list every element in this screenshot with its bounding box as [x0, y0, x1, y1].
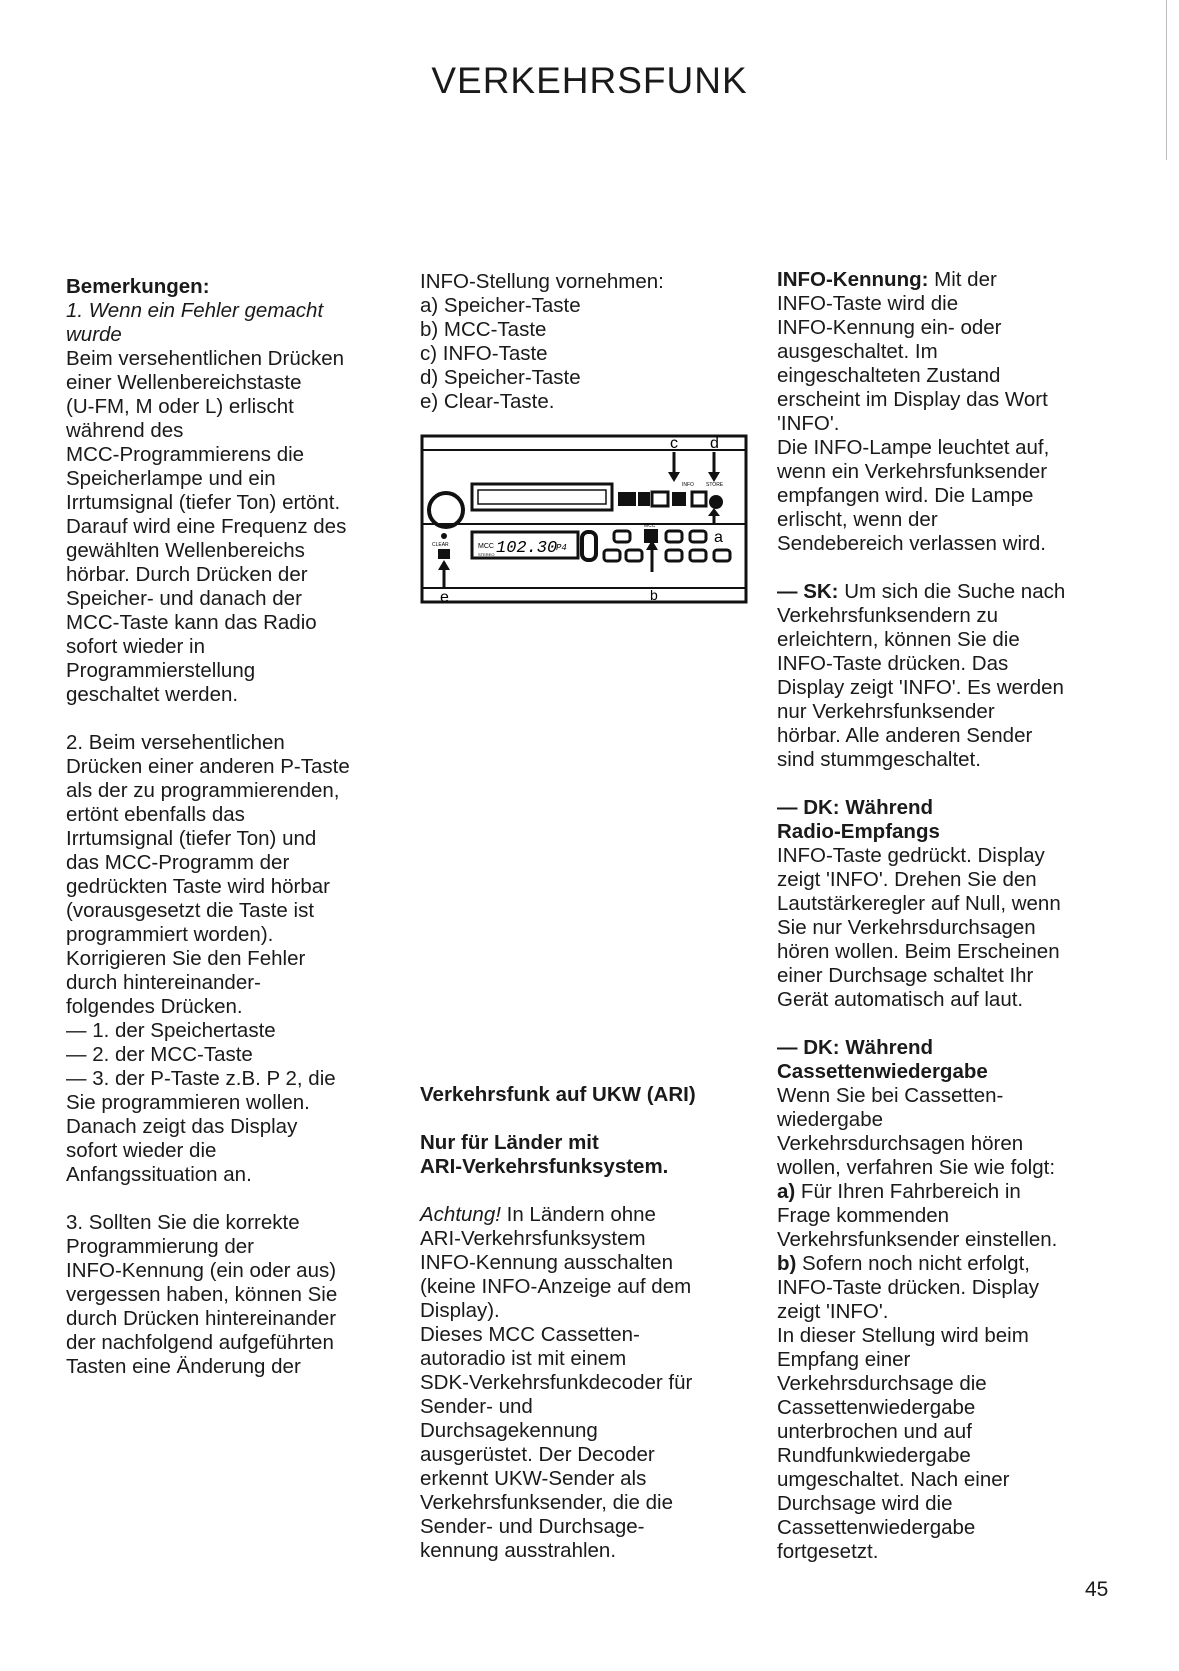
text-line: hörbar. Alle anderen Sender	[777, 724, 1033, 747]
text-line: Nur für Länder mit	[420, 1131, 599, 1154]
text-line: Verkehrsfunksender einstellen.	[777, 1228, 1058, 1251]
info-steps-list	[420, 270, 750, 414]
a-text	[777, 1204, 1117, 1252]
note1-title: 1. Wenn ein Fehler gemacht wurde	[66, 299, 324, 346]
text-line: Sie programmieren wollen.	[66, 1091, 310, 1114]
text-line: Sie nur Verkehrsdurchsagen	[777, 916, 1036, 939]
text-line: — 2. der MCC-Taste	[66, 1043, 253, 1066]
text-line: unterbrochen und auf	[777, 1420, 972, 1443]
text-line: vergessen haben, können Sie	[66, 1283, 338, 1306]
text-line: Gerät automatisch auf laut.	[777, 988, 1024, 1011]
text-line: erscheint im Display das Wort	[777, 388, 1048, 411]
lcd-stereo-label: STEREO	[478, 552, 495, 557]
text-line: als der zu programmierenden,	[66, 779, 340, 802]
text-line: zeigt 'INFO'. Drehen Sie den	[777, 868, 1037, 891]
text-line: sofort wieder in	[66, 635, 206, 658]
text-line: gedrückten Taste wird hörbar	[66, 875, 330, 898]
text-line: INFO-Stellung vornehmen:	[420, 270, 664, 293]
text-line: Wenn Sie bei Cassetten-	[777, 1084, 1004, 1107]
preset-button-8	[714, 550, 730, 561]
text-line: In dieser Stellung wird beim	[777, 1324, 1029, 1347]
text-line: INFO-Kennung (ein oder aus)	[66, 1259, 337, 1282]
info-button	[672, 492, 686, 506]
note2-text	[66, 731, 386, 1187]
page-number: 45	[1085, 1578, 1109, 1601]
text-line: Cassettenwiedergabe	[777, 1060, 988, 1083]
b-text	[777, 1276, 1117, 1564]
text-line: — DK: Während	[777, 796, 934, 819]
label-d: d	[710, 435, 719, 452]
text-line: INFO-Kennung ausschalten	[420, 1251, 673, 1274]
dk2-text	[777, 1084, 1117, 1180]
sk-first-line	[777, 580, 1117, 604]
dk1-heading	[777, 796, 1117, 844]
clear-button	[438, 549, 450, 559]
column-remarks	[66, 275, 386, 1379]
text-line: MCC-Programmierens die	[66, 443, 305, 466]
column-info	[777, 268, 1117, 1564]
sk-first-text: Um sich die Suche nach	[838, 580, 1066, 603]
b-first-text: Sofern noch nicht erfolgt,	[796, 1252, 1030, 1275]
lcd-mcc-label: MCC	[478, 543, 494, 550]
text-line: ertönt ebenfalls das	[66, 803, 245, 826]
remarks-heading: Bemerkungen:	[66, 275, 210, 298]
text-line: ARI-Verkehrsfunksystem	[420, 1227, 646, 1250]
text-line: a) Speicher-Taste	[420, 294, 581, 317]
text-line: Sender- und Durchsage-	[420, 1515, 645, 1538]
arrow-d-head	[708, 472, 720, 482]
clear-label: CLEAR	[432, 542, 449, 548]
slot-inner	[478, 490, 606, 504]
text-line: (keine INFO-Anzeige auf dem	[420, 1275, 692, 1298]
preset-button-7	[690, 550, 706, 561]
b-label: b)	[777, 1252, 797, 1275]
info-first-text: Mit der	[928, 268, 997, 291]
label-e: e	[440, 589, 449, 606]
text-line: fortgesetzt.	[777, 1540, 879, 1563]
text-line: der nachfolgend aufgeführten	[66, 1331, 334, 1354]
cassette-button-1	[618, 492, 636, 506]
text-line: Verkehrsdurchsage die	[777, 1372, 987, 1395]
preset-button-1	[614, 531, 630, 542]
text-line: e) Clear-Taste.	[420, 390, 555, 413]
text-line: Beim versehentlichen Drücken	[66, 347, 345, 370]
text-line: 'INFO'.	[777, 412, 840, 435]
text-line: Rundfunkwiedergabe	[777, 1444, 971, 1467]
cassette-button-2	[638, 492, 650, 506]
store-button-top	[692, 492, 706, 506]
text-line: Sender- und	[420, 1395, 533, 1418]
sk-heading: — SK:	[777, 580, 839, 603]
text-line: (U-FM, M oder L) erlischt	[66, 395, 294, 418]
text-line: das MCC-Programm der	[66, 851, 290, 874]
text-line: 3. Sollten Sie die korrekte	[66, 1211, 300, 1234]
text-line: hören wollen. Beim Erscheinen	[777, 940, 1060, 963]
preset-button-5	[626, 550, 642, 561]
ari-subheading	[420, 1131, 750, 1179]
text-line: INFO-Taste drücken. Display	[777, 1276, 1040, 1299]
info-heading: INFO-Kennung:	[777, 268, 929, 291]
radio-figure	[420, 432, 750, 606]
text-line: Korrigieren Sie den Fehler	[66, 947, 306, 970]
text-line: SDK-Verkehrsfunkdecoder für	[420, 1371, 693, 1394]
text-line: Programmierung der	[66, 1235, 254, 1258]
text-line: Speicher- und danach der	[66, 587, 302, 610]
volume-knob	[429, 493, 463, 527]
text-line: ausgeschaltet. Im	[777, 340, 938, 363]
text-line: Verkehrsdurchsagen hören	[777, 1132, 1024, 1155]
text-line: Dieses MCC Cassetten-	[420, 1323, 640, 1346]
lcd-frequency: 102.30	[496, 539, 558, 558]
text-line: Cassettenwiedergabe	[777, 1516, 976, 1539]
arrow-c-head	[668, 472, 680, 482]
cassette-button-3	[652, 492, 668, 506]
dk1-text	[777, 844, 1117, 1012]
text-line: Die INFO-Lampe leuchtet auf,	[777, 436, 1050, 459]
text-line: 2. Beim versehentlichen	[66, 731, 285, 754]
text-line: c) INFO-Taste	[420, 342, 548, 365]
text-line: wiedergabe	[777, 1108, 883, 1131]
preset-button-6	[666, 550, 682, 561]
text-line: d) Speicher-Taste	[420, 366, 581, 389]
text-line: Drücken einer anderen P-Taste	[66, 755, 350, 778]
text-line: Durchsage wird die	[777, 1492, 953, 1515]
label-b: b	[650, 587, 658, 603]
text-line: empfangen wird. Die Lampe	[777, 484, 1034, 507]
info-first-line	[777, 268, 1117, 292]
cassette-slot	[472, 484, 612, 510]
text-line: Speicherlampe und ein	[66, 467, 276, 490]
store-label: STORE	[706, 482, 724, 488]
text-line: — 1. der Speichertaste	[66, 1019, 276, 1042]
label-c: c	[670, 435, 678, 452]
ari-first-text: In Ländern ohne	[506, 1203, 656, 1226]
text-line: programmiert worden).	[66, 923, 274, 946]
achtung-label: Achtung!	[420, 1203, 501, 1226]
text-line: durch Drücken hintereinander	[66, 1307, 337, 1330]
text-line: zeigt 'INFO'.	[777, 1300, 889, 1323]
text-line: Lautstärkeregler auf Null, wenn	[777, 892, 1061, 915]
text-line: umgeschaltet. Nach einer	[777, 1468, 1010, 1491]
text-line: INFO-Taste wird die	[777, 292, 959, 315]
text-line: INFO-Kennung ein- oder	[777, 316, 1002, 339]
a-first-line	[777, 1180, 1117, 1204]
preset-button-4	[604, 550, 620, 561]
a-label: a)	[777, 1180, 796, 1203]
mcc-button	[644, 529, 658, 543]
text-line: geschaltet werden.	[66, 683, 239, 706]
preset-button-2	[666, 531, 682, 542]
text-line: Irrtumsignal (tiefer Ton) ertönt.	[66, 491, 341, 514]
lcd-side-button	[582, 532, 596, 560]
text-line: erlischt, wenn der	[777, 508, 938, 531]
text-line: Tasten eine Änderung der	[66, 1355, 301, 1378]
text-line: Empfang einer	[777, 1348, 911, 1371]
text-line: gewählten Wellenbereichs	[66, 539, 305, 562]
text-line: Durchsagekennung	[420, 1419, 598, 1442]
text-line: Verkehrsfunksender, die die	[420, 1491, 673, 1514]
text-line: Display zeigt 'INFO'. Es werden	[777, 676, 1064, 699]
lcd-preset: P4	[556, 543, 567, 553]
ari-text	[420, 1227, 750, 1563]
text-line: Cassettenwiedergabe	[777, 1396, 976, 1419]
text-line: Display).	[420, 1299, 500, 1322]
ari-heading: Verkehrsfunk auf UKW (ARI)	[420, 1083, 696, 1106]
text-line: — DK: Während	[777, 1036, 934, 1059]
note1-text	[66, 347, 386, 707]
info-text	[777, 292, 1117, 556]
text-line: Radio-Empfangs	[777, 820, 940, 843]
column-ari	[420, 270, 750, 414]
text-line: Frage kommenden	[777, 1204, 950, 1227]
text-line: nur Verkehrsfunksender	[777, 700, 995, 723]
text-line: (vorausgesetzt die Taste ist	[66, 899, 315, 922]
text-line: Irrtumsignal (tiefer Ton) und	[66, 827, 317, 850]
text-line: Sendebereich verlassen wird.	[777, 532, 1046, 555]
text-line: autoradio ist mit einem	[420, 1347, 627, 1370]
text-line: INFO-Taste drücken. Das	[777, 652, 1009, 675]
arrow-a-head	[708, 508, 720, 516]
text-line: einer Wellenbereichstaste	[66, 371, 302, 394]
column-ari-lower	[420, 1083, 750, 1563]
note3-text	[66, 1211, 386, 1379]
text-line: während des	[66, 419, 184, 442]
info-label: INFO	[682, 482, 694, 488]
text-line: sind stummgeschaltet.	[777, 748, 981, 771]
text-line: folgendes Drücken.	[66, 995, 243, 1018]
text-line: eingeschalteten Zustand	[777, 364, 1001, 387]
text-line: MCC-Taste kann das Radio	[66, 611, 317, 634]
radio-frame	[422, 436, 746, 602]
text-line: Programmierstellung	[66, 659, 256, 682]
arrow-e-head	[438, 560, 450, 570]
text-line: einer Durchsage schaltet Ihr	[777, 964, 1034, 987]
text-line: Anfangssituation an.	[66, 1163, 252, 1186]
text-line: ARI-Verkehrsfunksystem.	[420, 1155, 669, 1178]
clear-lamp	[441, 533, 447, 539]
page-title: VERKEHRSFUNK	[431, 60, 748, 101]
text-line: wenn ein Verkehrsfunksender	[777, 460, 1048, 483]
store-lamp	[709, 495, 723, 509]
sk-text	[777, 604, 1117, 772]
b-first-line	[777, 1252, 1117, 1276]
text-line: Verkehrsfunksendern zu	[777, 604, 999, 627]
label-a: a	[714, 529, 723, 546]
text-line: sofort wieder die	[66, 1139, 217, 1162]
text-line: erleichtern, können Sie die	[777, 628, 1020, 651]
dk2-heading	[777, 1036, 1117, 1084]
text-line: b) MCC-Taste	[420, 318, 547, 341]
text-line: wollen, verfahren Sie wie folgt:	[777, 1156, 1056, 1179]
text-line: Danach zeigt das Display	[66, 1115, 298, 1138]
text-line: — 3. der P-Taste z.B. P 2, die	[66, 1067, 336, 1090]
text-line: erkennt UKW-Sender als	[420, 1467, 647, 1490]
text-line: ausgerüstet. Der Decoder	[420, 1443, 655, 1466]
note1-title-text: Wenn ein Fehler gemacht wurde	[66, 299, 324, 346]
preset-button-3	[690, 531, 706, 542]
text-line: INFO-Taste gedrückt. Display	[777, 844, 1045, 867]
text-line: kennung ausstrahlen.	[420, 1539, 617, 1562]
mcc-small-label: MCC	[644, 523, 656, 529]
text-line: Darauf wird eine Frequenz des	[66, 515, 347, 538]
ari-first-line	[420, 1203, 750, 1227]
text-line: durch hintereinander-	[66, 971, 261, 994]
a-first-text: Für Ihren Fahrbereich in	[795, 1180, 1021, 1203]
text-line: hörbar. Durch Drücken der	[66, 563, 308, 586]
